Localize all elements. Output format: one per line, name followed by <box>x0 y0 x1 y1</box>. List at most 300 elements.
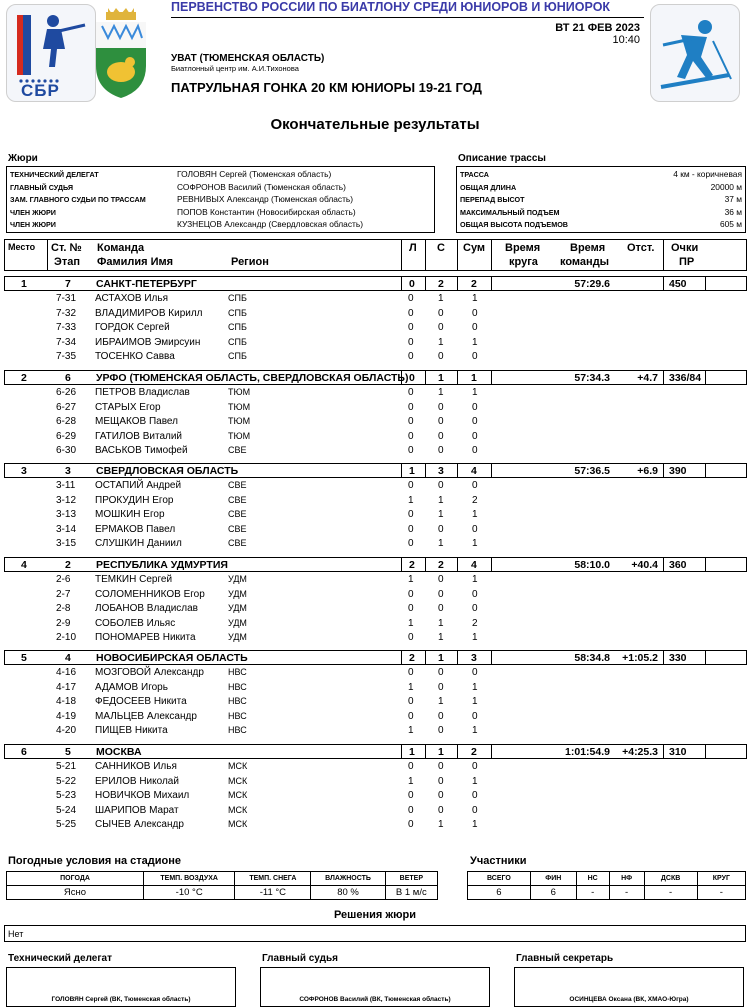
jury-member: ГОЛОВЯН Сергей (Тюменская область) <box>177 169 332 179</box>
course-title: Описание трассы <box>458 153 546 164</box>
sig-title-1: Технический делегат <box>8 953 112 964</box>
athlete-row <box>4 292 747 306</box>
athlete-row <box>4 415 747 429</box>
athlete-name: СЫЧЕВ Александр <box>95 819 184 831</box>
athlete-sum: 1 <box>472 819 478 831</box>
athlete-stage: 5-25 <box>56 819 77 831</box>
athlete-lying: 0 <box>408 603 414 615</box>
col-sum: Сум <box>463 242 486 254</box>
team-row <box>4 744 747 759</box>
header-divider <box>171 17 644 18</box>
weather-h-1: ТЕМП. ВОЗДУХА <box>144 872 235 886</box>
athlete-row <box>4 588 747 602</box>
athlete-standing: 1 <box>438 819 444 831</box>
athlete-row <box>4 602 747 616</box>
athlete-region: УДМ <box>228 632 247 643</box>
athlete-standing: 0 <box>438 681 444 693</box>
athlete-lying: 0 <box>408 819 414 831</box>
athlete-stage: 3-12 <box>56 494 77 506</box>
col-team-time-2: команды <box>560 256 610 268</box>
athlete-region: СПБ <box>228 293 247 303</box>
course-value: 605 м <box>719 219 742 230</box>
col-region: Регион <box>231 256 269 268</box>
athlete-stage: 4-19 <box>56 710 77 722</box>
athlete-lying: 0 <box>408 632 414 644</box>
biathlete-skier-icon <box>651 5 739 101</box>
athlete-row <box>4 494 747 508</box>
athlete-region: ТЮМ <box>228 416 251 427</box>
athlete-name: ФЕДОСЕЕВ Никита <box>95 696 187 708</box>
team-points: 310 <box>669 746 687 758</box>
athlete-sum: 2 <box>472 617 478 629</box>
athlete-sum: 0 <box>472 351 478 363</box>
team-bib: 3 <box>65 465 71 477</box>
athlete-name: ПИЩЕВ Никита <box>95 725 168 737</box>
athlete-lying: 0 <box>408 416 414 428</box>
athlete-standing: 1 <box>438 538 444 550</box>
col-stage: Этап <box>54 256 80 268</box>
athlete-region: УДМ <box>228 588 247 599</box>
sig-name-2: СОФРОНОВ Василий (ВК, Тюменская область) <box>299 996 451 1003</box>
athlete-stage: 2-6 <box>56 574 71 585</box>
participants-table <box>467 871 746 900</box>
athlete-standing: 1 <box>438 509 444 521</box>
athlete-sum: 0 <box>472 804 478 816</box>
jury-box <box>6 166 435 233</box>
athlete-lying: 0 <box>408 336 414 348</box>
athlete-region: УДМ <box>228 603 247 614</box>
team-behind: +4:25.3 <box>622 746 658 758</box>
athlete-lying: 0 <box>408 588 414 600</box>
team-name: РЕСПУБЛИКА УДМУРТИЯ <box>96 559 228 571</box>
weather-h-4: ВЕТЕР <box>385 872 437 886</box>
athlete-standing: 0 <box>438 401 444 413</box>
athlete-sum: 1 <box>472 387 478 398</box>
athlete-row <box>4 523 747 537</box>
decisions-title: Решения жюри <box>333 909 417 921</box>
athlete-standing: 0 <box>438 307 444 319</box>
team-behind: +4.7 <box>637 372 658 384</box>
col-lap-time: Время <box>505 242 541 254</box>
weather-h-0: ПОГОДА <box>7 872 144 886</box>
participants-title: Участники <box>470 855 527 867</box>
athlete-region: НВС <box>228 725 247 736</box>
athlete-sum: 1 <box>472 696 478 708</box>
athlete-standing: 1 <box>438 696 444 708</box>
team-standing: 2 <box>438 559 444 571</box>
athlete-sum: 1 <box>472 775 478 787</box>
weather-v-0: Ясно <box>7 886 144 900</box>
athlete-region: СВЕ <box>228 523 247 534</box>
sig-title-2: Главный судья <box>262 953 338 964</box>
athlete-lying: 0 <box>408 445 414 457</box>
athlete-standing: 0 <box>438 725 444 737</box>
athlete-name: МЕЩАКОВ Павел <box>95 416 178 428</box>
team-time: 57:36.5 <box>574 465 610 477</box>
athlete-stage: 7-34 <box>56 336 77 348</box>
col-team-time: Время <box>570 242 606 254</box>
athlete-stage: 7-35 <box>56 351 77 363</box>
team-place: 5 <box>21 652 27 664</box>
athlete-region: СПБ <box>228 351 247 362</box>
championship-title: ПЕРВЕНСТВО РОССИИ ПО БИАТЛОНУ СРЕДИ ЮНИОРОВ И ЮНИОРОК <box>171 0 611 14</box>
part-h-5: КРУГ <box>697 872 745 886</box>
athlete-name: ШАРИПОВ Марат <box>95 804 179 816</box>
athlete-row <box>4 818 747 832</box>
team-lying: 0 <box>409 372 415 384</box>
athlete-row <box>4 321 747 335</box>
athlete-lying: 1 <box>408 775 414 787</box>
athlete-sum: 0 <box>472 430 478 442</box>
team-lying: 2 <box>409 652 415 664</box>
jury-role: ГЛАВНЫЙ СУДЬЯ <box>10 182 74 192</box>
athlete-standing: 0 <box>438 790 444 802</box>
athlete-lying: 0 <box>408 523 414 535</box>
athlete-region: НВС <box>228 696 247 707</box>
team-points: 330 <box>669 652 687 664</box>
team-standing: 2 <box>438 278 444 290</box>
jury-role: ЧЛЕН ЖЮРИ <box>10 220 56 230</box>
team-sum: 4 <box>471 559 477 571</box>
athlete-standing: 1 <box>438 494 444 506</box>
athlete-sum: 0 <box>472 401 478 413</box>
part-v-2: - <box>576 886 609 900</box>
col-name: Фамилия Имя <box>97 256 174 268</box>
athlete-region: УДМ <box>228 574 247 584</box>
athlete-standing: 1 <box>438 387 444 398</box>
athlete-row <box>4 537 747 551</box>
part-v-3: - <box>609 886 644 900</box>
athlete-stage: 3-14 <box>56 523 77 535</box>
athlete-lying: 1 <box>408 681 414 693</box>
athlete-row <box>4 307 747 321</box>
athlete-region: СВЕ <box>228 538 247 549</box>
athlete-stage: 7-31 <box>56 293 77 304</box>
team-sum: 4 <box>471 465 477 477</box>
athlete-sum: 0 <box>472 790 478 802</box>
athlete-standing: 1 <box>438 293 444 304</box>
team-place: 3 <box>21 465 27 477</box>
athlete-row <box>4 695 747 709</box>
athlete-sum: 0 <box>472 307 478 319</box>
course-box <box>456 166 746 233</box>
athlete-name: ПОНОМАРЕВ Никита <box>95 632 196 644</box>
part-h-0: ВСЕГО <box>468 872 531 886</box>
team-bib: 6 <box>65 372 71 384</box>
athlete-row <box>4 444 747 458</box>
athlete-sum: 0 <box>472 603 478 615</box>
course-value: 4 км - коричневая <box>673 169 742 179</box>
athlete-region: УДМ <box>228 617 247 628</box>
athlete-region: ТЮМ <box>228 401 251 412</box>
athlete-name: ЛОБАНОВ Владислав <box>95 603 198 615</box>
athlete-region: НВС <box>228 681 247 692</box>
sbr-logo <box>6 4 96 102</box>
athlete-row <box>4 760 747 774</box>
athlete-name: МАЛЬЦЕВ Александр <box>95 710 197 722</box>
athlete-lying: 0 <box>408 430 414 442</box>
weather-v-3: 80 % <box>311 886 385 900</box>
athlete-stage: 5-21 <box>56 761 77 772</box>
athlete-sum: 1 <box>472 574 478 585</box>
athlete-sum: 0 <box>472 761 478 772</box>
weather-h-2: ТЕМП. СНЕГА <box>235 872 311 886</box>
athlete-name: ТЕМКИН Сергей <box>95 574 173 585</box>
athlete-lying: 0 <box>408 761 414 772</box>
team-bib: 7 <box>65 278 71 290</box>
team-points: 360 <box>669 559 687 571</box>
athlete-row <box>4 681 747 695</box>
athlete-row <box>4 573 747 587</box>
col-points: Очки <box>671 242 699 254</box>
jury-member: КУЗНЕЦОВ Александр (Свердловская область) <box>177 219 364 230</box>
athlete-lying: 0 <box>408 293 414 304</box>
athlete-row <box>4 617 747 631</box>
athlete-row <box>4 666 747 680</box>
weather-table <box>6 871 438 900</box>
team-name: НОВОСИБИРСКАЯ ОБЛАСТЬ <box>96 652 248 664</box>
athlete-sum: 1 <box>472 293 478 304</box>
race-location: УВАТ (ТЮМЕНСКАЯ ОБЛАСТЬ) <box>171 53 325 64</box>
athlete-stage: 6-27 <box>56 401 77 413</box>
coat-of-arms-icon <box>92 8 150 100</box>
sbr-logo-text: СБР <box>21 81 60 100</box>
athlete-lying: 0 <box>408 509 414 521</box>
sig-title-3: Главный секретарь <box>516 953 614 964</box>
athlete-region: СВЕ <box>228 480 247 490</box>
athlete-name: СТАРЫХ Егор <box>95 401 161 413</box>
biathlon-logo <box>650 4 740 102</box>
part-h-4: ДСКВ <box>644 872 697 886</box>
race-date: ВТ 21 ФЕВ 2023 <box>555 22 640 34</box>
col-behind: Отст. <box>627 242 655 254</box>
team-behind: +40.4 <box>631 559 658 571</box>
part-v-0: 6 <box>468 886 531 900</box>
decisions-box <box>4 925 746 942</box>
athlete-sum: 0 <box>472 480 478 491</box>
athlete-row <box>4 631 747 645</box>
col-bib: Ст. № <box>51 242 82 254</box>
athlete-standing: 0 <box>438 322 444 334</box>
athlete-row <box>4 350 747 364</box>
team-time: 57:29.6 <box>574 278 610 290</box>
athlete-region: СВЕ <box>228 445 247 456</box>
course-value: 37 м <box>724 194 742 205</box>
team-row <box>4 650 747 665</box>
team-name: САНКТ-ПЕТЕРБУРГ <box>96 278 197 290</box>
team-points: 390 <box>669 465 687 477</box>
jury-member: СОФРОНОВ Василий (Тюменская область) <box>177 181 346 192</box>
jury-role: ЧЛЕН ЖЮРИ <box>10 207 56 217</box>
athlete-sum: 0 <box>472 588 478 600</box>
athlete-lying: 1 <box>408 617 414 629</box>
athlete-lying: 0 <box>408 790 414 802</box>
athlete-lying: 0 <box>408 538 414 550</box>
col-points-2: ПР <box>679 256 695 268</box>
weather-title: Погодные условия на стадионе <box>8 855 182 867</box>
athlete-region: МСК <box>228 819 248 830</box>
athlete-standing: 0 <box>438 667 444 678</box>
athlete-standing: 0 <box>438 588 444 600</box>
athlete-name: АСТАХОВ Илья <box>95 293 168 304</box>
sig-box-3 <box>514 967 744 1007</box>
athlete-row <box>4 724 747 738</box>
team-sum: 2 <box>471 746 477 758</box>
athlete-row <box>4 479 747 493</box>
athlete-stage: 2-10 <box>56 632 77 644</box>
jury-member: ПОПОВ Константин (Новосибирская область) <box>177 206 356 217</box>
team-bib: 2 <box>65 559 71 571</box>
team-standing: 3 <box>438 465 444 477</box>
athlete-sum: 0 <box>472 416 478 428</box>
athlete-standing: 0 <box>438 351 444 363</box>
athlete-name: МОШКИН Егор <box>95 509 165 521</box>
athlete-region: НВС <box>228 667 247 677</box>
team-behind: +1:05.2 <box>622 652 658 664</box>
weather-h-3: ВЛАЖНОСТЬ <box>311 872 385 886</box>
team-time: 1:01:54.9 <box>565 746 610 758</box>
athlete-name: ВЛАДИМИРОВ Кирилл <box>95 307 203 319</box>
athlete-standing: 0 <box>438 804 444 816</box>
team-place: 1 <box>21 278 27 290</box>
athlete-name: ВАСЬКОВ Тимофей <box>95 445 188 457</box>
course-value: 20000 м <box>710 181 742 192</box>
athlete-name: ПРОКУДИН Егор <box>95 494 174 506</box>
athlete-lying: 0 <box>408 710 414 722</box>
part-v-1: 6 <box>530 886 576 900</box>
team-points: 336/84 <box>669 372 702 384</box>
athlete-name: ТОСЕНКО Савва <box>95 351 175 363</box>
team-standing: 1 <box>438 746 444 758</box>
athlete-name: МОЗГОВОЙ Александр <box>95 667 204 678</box>
team-sum: 2 <box>471 278 477 290</box>
team-sum: 3 <box>471 652 477 664</box>
athlete-sum: 0 <box>472 667 478 678</box>
team-lying: 2 <box>409 559 415 571</box>
athlete-row <box>4 775 747 789</box>
weather-v-4: В 1 м/с <box>385 886 437 900</box>
athlete-sum: 0 <box>472 710 478 722</box>
athlete-sum: 1 <box>472 725 478 737</box>
athlete-region: СВЕ <box>228 509 247 520</box>
athlete-stage: 3-13 <box>56 509 77 521</box>
athlete-stage: 6-28 <box>56 416 77 428</box>
athlete-region: МСК <box>228 804 248 815</box>
athlete-name: СОЛОМЕННИКОВ Егор <box>95 588 205 600</box>
team-behind: +6.9 <box>637 465 658 477</box>
athlete-standing: 0 <box>438 523 444 535</box>
athlete-stage: 5-24 <box>56 804 77 816</box>
athlete-stage: 2-9 <box>56 617 71 629</box>
athlete-name: ОСТАПИЙ Андрей <box>95 480 182 491</box>
athlete-name: ГАТИЛОВ Виталий <box>95 430 183 442</box>
athlete-stage: 4-18 <box>56 696 77 708</box>
athlete-standing: 0 <box>438 761 444 772</box>
team-standing: 1 <box>438 652 444 664</box>
athlete-name: ГОРДОК Сергей <box>95 322 170 334</box>
athlete-lying: 0 <box>408 307 414 319</box>
athlete-name: САННИКОВ Илья <box>95 761 177 772</box>
athlete-stage: 4-16 <box>56 667 77 678</box>
team-lying: 1 <box>409 465 415 477</box>
athlete-stage: 2-8 <box>56 603 71 615</box>
athlete-row <box>4 508 747 522</box>
course-label: ПЕРЕПАД ВЫСОТ <box>460 195 525 205</box>
athlete-row <box>4 386 747 400</box>
athlete-standing: 0 <box>438 603 444 615</box>
sig-box-1 <box>6 967 236 1007</box>
athlete-stage: 4-20 <box>56 725 77 737</box>
athlete-stage: 6-30 <box>56 445 77 457</box>
col-lap-time-2: круга <box>509 256 538 268</box>
team-name: СВЕРДЛОВСКАЯ ОБЛАСТЬ <box>96 465 239 477</box>
uvat-coat-of-arms <box>92 8 150 100</box>
athlete-row <box>4 336 747 350</box>
athlete-standing: 0 <box>438 445 444 457</box>
course-label: МАКСИМАЛЬНЫЙ ПОДЪЕМ <box>460 207 560 217</box>
athlete-region: МСК <box>228 775 248 786</box>
athlete-stage: 6-29 <box>56 430 77 442</box>
athlete-lying: 1 <box>408 725 414 737</box>
team-place: 6 <box>21 746 27 758</box>
athlete-name: АДАМОВ Игорь <box>95 681 168 693</box>
athlete-row <box>4 401 747 415</box>
race-time: 10:40 <box>612 34 640 46</box>
course-label: ОБЩАЯ ДЛИНА <box>460 182 517 192</box>
team-time: 57:34.3 <box>574 372 610 384</box>
athlete-standing: 1 <box>438 336 444 348</box>
jury-title: Жюри <box>8 153 38 164</box>
part-h-2: НС <box>576 872 609 886</box>
athlete-lying: 0 <box>408 322 414 334</box>
athlete-standing: 0 <box>438 574 444 585</box>
athlete-lying: 0 <box>408 696 414 708</box>
athlete-name: ПЕТРОВ Владислав <box>95 387 190 398</box>
team-name: МОСКВА <box>96 746 142 758</box>
athlete-stage: 5-23 <box>56 790 77 802</box>
athlete-sum: 2 <box>472 494 478 506</box>
athlete-region: СПБ <box>228 322 247 333</box>
weather-v-2: -11 °C <box>235 886 311 900</box>
athlete-name: ЕРМАКОВ Павел <box>95 523 176 535</box>
athlete-row <box>4 804 747 818</box>
athlete-name: ЕРИЛОВ Николай <box>95 775 179 787</box>
athlete-sum: 0 <box>472 322 478 334</box>
athlete-name: НОВИЧКОВ Михаил <box>95 790 190 802</box>
course-label: ТРАССА <box>460 170 489 179</box>
sig-name-1: ГОЛОВЯН Сергей (ВК, Тюменская область) <box>51 996 191 1003</box>
athlete-region: МСК <box>228 761 248 771</box>
sig-box-2 <box>260 967 490 1007</box>
course-value: 36 м <box>724 206 742 217</box>
team-standing: 1 <box>438 372 444 384</box>
athlete-sum: 1 <box>472 336 478 348</box>
athlete-sum: 1 <box>472 681 478 693</box>
athlete-lying: 1 <box>408 494 414 506</box>
col-place: Место <box>8 242 36 252</box>
athlete-standing: 1 <box>438 632 444 644</box>
athlete-region: СВЕ <box>228 494 247 505</box>
team-place: 2 <box>21 372 27 384</box>
part-v-4: - <box>644 886 697 900</box>
team-lying: 1 <box>409 746 415 758</box>
team-bib: 4 <box>65 652 71 664</box>
athlete-row <box>4 710 747 724</box>
team-row <box>4 557 747 572</box>
athlete-name: ИБРАИМОВ Эмирсуин <box>95 336 201 348</box>
team-points: 450 <box>669 278 687 290</box>
team-sum: 1 <box>471 372 477 384</box>
